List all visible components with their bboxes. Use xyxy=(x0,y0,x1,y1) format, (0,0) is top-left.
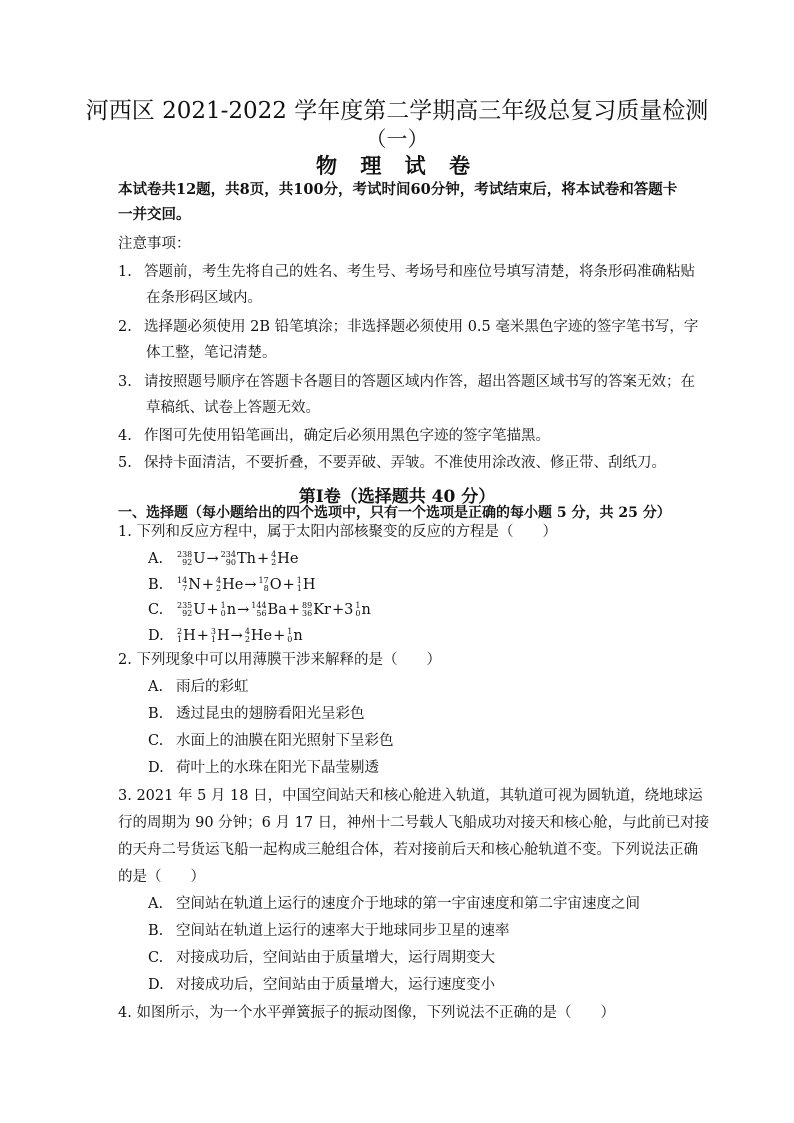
equation-operator: + xyxy=(201,577,215,593)
notice-item xyxy=(118,453,666,473)
nuclear-equation xyxy=(176,577,316,593)
element-symbol: Ba xyxy=(267,602,287,618)
q1-option xyxy=(148,600,371,620)
element-symbol: H xyxy=(217,628,230,644)
nuclide-numbers xyxy=(245,628,250,644)
nuclide-numbers xyxy=(287,628,292,644)
element-symbol: Kr xyxy=(313,602,331,618)
option-label: D. xyxy=(148,977,164,993)
atomic-number: 56 xyxy=(256,609,267,618)
atomic-number: 0 xyxy=(355,609,361,618)
option-label: D. xyxy=(148,760,164,776)
intro-line1: 本试卷共12题，共8页，共100分，考试时间60分钟，考试结束后，将本试卷和答题卡 xyxy=(118,181,678,198)
option-text: 对接成功后，空间站由于质量增大，运行速度变小 xyxy=(176,977,495,993)
option-text: 荷叶上的水珠在阳光下晶莹剔透 xyxy=(176,760,379,776)
q3-option xyxy=(148,921,510,941)
element-symbol: O xyxy=(269,577,282,593)
q3-option xyxy=(148,975,495,995)
mass-number: 3 xyxy=(210,627,216,636)
nuclide xyxy=(221,600,236,620)
q1-stem: 1. 下列和反应方程中，属于太阳内部核聚变的反应的方程是（ ） xyxy=(118,524,557,540)
atomic-number: 1 xyxy=(177,635,183,644)
mass-number: 1 xyxy=(287,627,293,636)
option-text: 对接成功后，空间站由于质量增大，运行周期变大 xyxy=(176,950,495,966)
option-label: C. xyxy=(148,602,164,618)
option-text: 透过昆虫的翅膀看阳光呈彩色 xyxy=(176,706,365,722)
nuclide xyxy=(177,600,206,620)
nuclear-equation xyxy=(176,602,371,618)
nuclide xyxy=(271,549,298,569)
mass-number: 14 xyxy=(177,576,188,585)
nuclear-equation xyxy=(176,551,298,567)
notice-item xyxy=(118,262,695,282)
mass-number: 4 xyxy=(216,576,222,585)
option-label: B. xyxy=(148,923,164,939)
mass-number: 144 xyxy=(251,601,267,610)
nuclide-numbers xyxy=(271,551,276,567)
notice-item xyxy=(118,317,698,337)
section-title: 第Ⅰ卷（选择题共 40 分） xyxy=(298,487,496,507)
notice-item-cont: 体工整，笔记清楚。 xyxy=(146,345,277,361)
equation-operator: → xyxy=(206,551,219,567)
atomic-number: 7 xyxy=(182,584,188,593)
part-title: 一、选择题（每小题给出的四个选项中，只有一个选项是正确的每小题 5 分，共 25 分） xyxy=(118,505,671,521)
element-symbol: H xyxy=(183,628,196,644)
nuclide xyxy=(259,575,282,595)
element-symbol: H xyxy=(302,577,316,593)
atomic-number: 1 xyxy=(296,584,302,593)
mass-number: 4 xyxy=(271,550,277,559)
notice-item-text: 选择题必须使用 2B 铅笔填涂；非选择题必须使用 0.5 毫米黑色字迹的签字笔书写，字 xyxy=(144,319,699,335)
atomic-number: 2 xyxy=(271,558,277,567)
notice-item-num: 1. xyxy=(118,264,132,280)
option-text: 空间站在轨道上运行的速度介于地球的第一宇宙速度和第二宇宙速度之间 xyxy=(176,896,640,912)
equation-operator: + xyxy=(206,602,219,618)
equation-operator: → xyxy=(230,628,243,644)
element-symbol: He xyxy=(277,551,299,567)
mass-number: 2 xyxy=(177,627,183,636)
notice-title: 注意事项： xyxy=(118,236,191,252)
nuclide xyxy=(297,575,316,595)
nuclide-numbers xyxy=(216,577,221,593)
nuclear-equation xyxy=(176,628,303,644)
nuclide-numbers xyxy=(211,628,216,644)
q2-option xyxy=(148,677,249,697)
element-symbol: Th xyxy=(236,551,256,567)
nuclide-numbers xyxy=(297,577,302,593)
notice-item-cont: 草稿纸、试卷上答题无效。 xyxy=(146,400,320,416)
atomic-number: 2 xyxy=(244,635,250,644)
notice-item-num: 3. xyxy=(118,374,132,390)
q2-stem: 2. 下列现象中可以用薄膜干涉来解释的是（ ） xyxy=(118,652,441,668)
equation-operator: → xyxy=(244,577,257,593)
notice-item-num: 2. xyxy=(118,319,132,335)
atomic-number: 92 xyxy=(182,609,193,618)
equation-operator: +3 xyxy=(331,602,354,618)
exam-title-line1: 河西区 2021-2022 学年度第二学期高三年级总复习质量检测 xyxy=(85,98,709,124)
element-symbol: U xyxy=(193,602,206,618)
nuclide xyxy=(221,549,256,569)
element-symbol: n xyxy=(361,602,371,618)
q2-option xyxy=(148,731,394,751)
equation-operator: → xyxy=(237,602,250,618)
nuclide-numbers xyxy=(177,628,182,644)
q1-option xyxy=(148,575,316,595)
atomic-number: 90 xyxy=(225,558,236,567)
option-label: C. xyxy=(148,950,164,966)
notice-item-num: 5. xyxy=(118,455,132,471)
option-label: A. xyxy=(148,679,164,695)
nuclide-numbers xyxy=(259,577,269,593)
atomic-number: 0 xyxy=(287,635,293,644)
notice-item-num: 4. xyxy=(118,428,132,444)
q4-stem: 4. 如图所示，为一个水平弹簧振子的振动图像，下列说法不正确的是（ ） xyxy=(118,1005,615,1021)
q2-option xyxy=(148,758,379,778)
nuclide-numbers xyxy=(177,577,187,593)
nuclide-numbers xyxy=(177,602,192,618)
mass-number: 17 xyxy=(258,576,269,585)
atomic-number: 0 xyxy=(220,609,226,618)
mass-number: 89 xyxy=(302,601,313,610)
nuclide xyxy=(177,626,196,646)
q2-option xyxy=(148,704,365,724)
q3-stem-line3: 的天舟二号货运飞船一起构成三舱组合体，若对接前后天和核心舱轨道不变。下列说法正确 xyxy=(118,842,698,858)
option-label: A. xyxy=(148,896,164,912)
notice-item xyxy=(118,426,550,446)
intro-line2: 一并交回。 xyxy=(118,206,191,223)
exam-title-line2: （一） xyxy=(365,127,429,151)
element-symbol: He xyxy=(250,628,273,644)
equation-operator: + xyxy=(287,602,301,618)
option-label: B. xyxy=(148,577,164,593)
notice-item xyxy=(118,372,695,392)
atomic-number: 2 xyxy=(216,584,222,593)
option-label: D. xyxy=(148,628,164,644)
option-text: 空间站在轨道上运行的速率大于地球同步卫星的速率 xyxy=(176,923,510,939)
mass-number: 235 xyxy=(177,601,193,610)
notice-item-text: 作图可先使用铅笔画出，确定后必须用黑色字迹的签字笔描黑。 xyxy=(144,428,550,444)
nuclide-numbers xyxy=(251,602,266,618)
nuclide-numbers xyxy=(221,551,236,567)
notice-item-cont: 在条形码区域内。 xyxy=(146,290,262,306)
atomic-number: 1 xyxy=(210,635,216,644)
option-label: A. xyxy=(148,551,164,567)
nuclide-numbers xyxy=(177,551,192,567)
element-symbol: n xyxy=(293,628,303,644)
q1-option xyxy=(148,549,298,569)
equation-operator: + xyxy=(273,628,286,644)
atomic-number: 8 xyxy=(263,584,269,593)
nuclide xyxy=(302,600,331,620)
q1-option xyxy=(148,626,303,646)
nuclide-numbers xyxy=(302,602,312,618)
mass-number: 4 xyxy=(244,627,250,636)
q3-option xyxy=(148,894,640,914)
q3-stem-line4: 的是（ ） xyxy=(118,869,205,885)
exam-subject: 物 理 试 卷 xyxy=(316,153,478,178)
mass-number: 1 xyxy=(296,576,302,585)
notice-item-text: 保持卡面清洁，不要折叠，不要弄破、弄皱。不准使用涂改液、修正带、刮纸刀。 xyxy=(144,455,666,471)
atomic-number: 92 xyxy=(182,558,193,567)
nuclide xyxy=(355,600,370,620)
element-symbol: He xyxy=(222,577,244,593)
option-text: 雨后的彩虹 xyxy=(176,679,249,695)
mass-number: 1 xyxy=(220,601,226,610)
element-symbol: n xyxy=(226,602,237,618)
option-label: B. xyxy=(148,706,164,722)
mass-number: 234 xyxy=(220,550,236,559)
mass-number: 238 xyxy=(177,550,193,559)
notice-item-text: 答题前，考生先将自己的姓名、考生号、考场号和座位号填写清楚，将条形码准确粘贴 xyxy=(144,264,695,280)
nuclide xyxy=(177,575,201,595)
option-label: C. xyxy=(148,733,164,749)
equation-operator: + xyxy=(196,628,209,644)
mass-number: 1 xyxy=(355,601,361,610)
nuclide xyxy=(245,626,272,646)
nuclide-numbers xyxy=(355,602,360,618)
q3-stem-line2: 行的周期为 90 分钟；6 月 17 日，神州十二号载人飞船成功对接天和核心舱，与此前已对接 xyxy=(118,815,710,831)
element-symbol: U xyxy=(193,551,206,567)
atomic-number: 36 xyxy=(302,609,313,618)
nuclide-numbers xyxy=(221,602,226,618)
nuclide xyxy=(177,549,206,569)
q3-stem-line1: 3. 2021 年 5 月 18 日，中国空间站天和核心舱进入轨道，其轨道可视为圆轨道，绕地球运 xyxy=(118,788,703,804)
nuclide xyxy=(211,626,230,646)
nuclide xyxy=(251,600,287,620)
equation-operator: + xyxy=(282,577,295,593)
nuclide xyxy=(216,575,243,595)
nuclide xyxy=(287,626,302,646)
q3-option xyxy=(148,948,495,968)
element-symbol: N xyxy=(188,577,201,593)
option-text: 水面上的油膜在阳光照射下呈彩色 xyxy=(176,733,394,749)
notice-item-text: 请按照题号顺序在答题卡各题目的答题区域内作答，超出答题区域书写的答案无效；在 xyxy=(144,374,695,390)
equation-operator: + xyxy=(256,551,270,567)
